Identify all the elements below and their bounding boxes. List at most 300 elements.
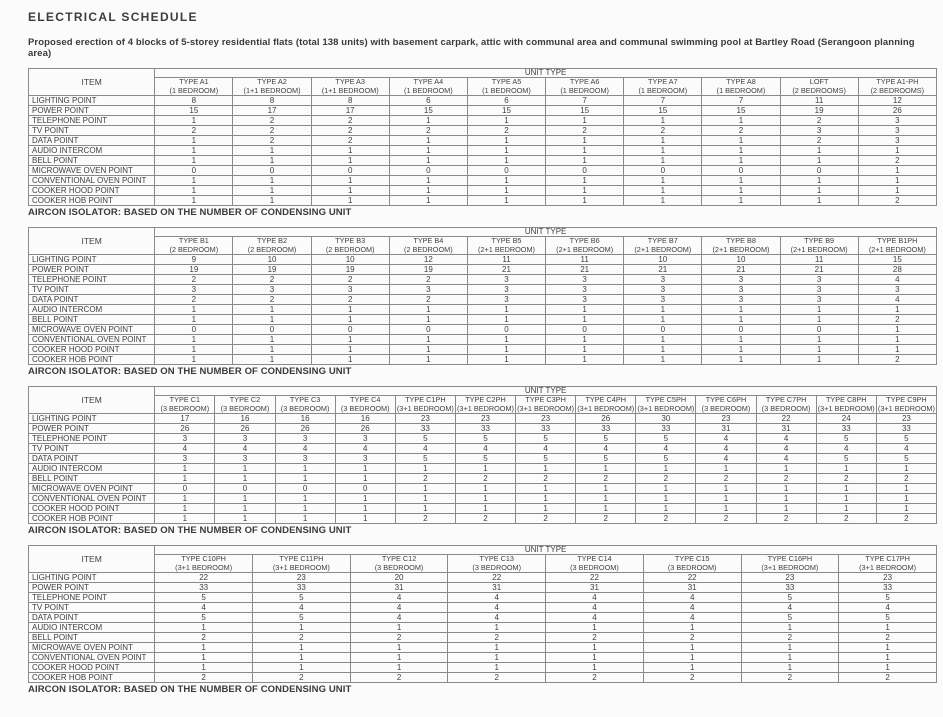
value-cell: 3 xyxy=(624,275,702,285)
value-cell: 1 xyxy=(741,653,839,663)
value-cell: 1 xyxy=(546,335,624,345)
value-cell: 5 xyxy=(155,613,253,623)
value-cell: 1 xyxy=(576,484,636,494)
value-cell: 1 xyxy=(455,494,515,504)
value-cell: 28 xyxy=(858,265,936,275)
value-cell: 1 xyxy=(467,355,545,365)
value-cell: 1 xyxy=(275,464,335,474)
value-cell: 1 xyxy=(516,464,576,474)
value-cell: 15 xyxy=(702,106,780,116)
value-cell: 5 xyxy=(839,593,937,603)
unit-type-column-header xyxy=(275,396,335,414)
unit-type-column-header xyxy=(858,237,936,255)
table-row xyxy=(29,494,937,504)
table-row xyxy=(29,673,937,683)
value-cell: 1 xyxy=(389,196,467,206)
value-cell: 4 xyxy=(275,444,335,454)
item-label: TELEPHONE POINT xyxy=(29,116,155,126)
unit-type-bedrooms: (2 BEDROOMS) xyxy=(792,85,846,95)
value-cell: 1 xyxy=(275,474,335,484)
value-cell: 0 xyxy=(233,166,311,176)
unit-type-bedrooms: (2+1 BEDROOM) xyxy=(634,244,692,254)
value-cell: 3 xyxy=(155,434,215,444)
value-cell: 4 xyxy=(546,613,644,623)
table-row xyxy=(29,434,937,444)
unit-type-bedrooms: (2 BEDROOM) xyxy=(404,244,453,254)
table-row xyxy=(29,146,937,156)
unit-type-bedrooms: (2 BEDROOM) xyxy=(247,244,297,254)
value-cell: 1 xyxy=(455,464,515,474)
value-cell: 4 xyxy=(858,295,936,305)
value-cell: 5 xyxy=(636,454,696,464)
schedule-tables xyxy=(28,68,937,695)
value-cell: 0 xyxy=(155,484,215,494)
value-cell: 4 xyxy=(741,603,839,613)
value-cell: 2 xyxy=(636,474,696,484)
value-cell: 1 xyxy=(546,146,624,156)
value-cell: 1 xyxy=(233,176,311,186)
value-cell: 0 xyxy=(467,166,545,176)
item-label: POWER POINT xyxy=(29,106,155,116)
value-cell: 1 xyxy=(389,345,467,355)
value-cell: 2 xyxy=(455,474,515,484)
unit-type-bedrooms: (3 BEDROOM) xyxy=(340,403,390,413)
value-cell: 1 xyxy=(636,504,696,514)
value-cell: 1 xyxy=(455,504,515,514)
value-cell: 7 xyxy=(702,96,780,106)
item-label: LIGHTING POINT xyxy=(29,255,155,265)
unit-type-name: TYPE C17PH xyxy=(865,554,910,564)
value-cell: 1 xyxy=(467,116,545,126)
value-cell: 6 xyxy=(389,96,467,106)
value-cell: 4 xyxy=(350,603,448,613)
value-cell: 1 xyxy=(576,464,636,474)
value-cell: 3 xyxy=(467,285,545,295)
value-cell: 1 xyxy=(233,345,311,355)
value-cell: 3 xyxy=(780,295,858,305)
value-cell: 1 xyxy=(155,176,233,186)
table-row xyxy=(29,474,937,484)
value-cell: 1 xyxy=(233,315,311,325)
value-cell: 5 xyxy=(155,593,253,603)
value-cell: 1 xyxy=(839,663,937,673)
value-cell: 15 xyxy=(858,255,936,265)
unit-type-column-header xyxy=(467,237,545,255)
value-cell: 12 xyxy=(858,96,936,106)
value-cell: 26 xyxy=(155,424,215,434)
unit-type-name: TYPE A2 xyxy=(257,77,287,87)
value-cell: 9 xyxy=(155,255,233,265)
value-cell: 3 xyxy=(702,295,780,305)
value-cell: 4 xyxy=(576,444,636,454)
value-cell: 1 xyxy=(858,305,936,315)
unit-type-column-header xyxy=(546,78,624,96)
value-cell: 1 xyxy=(448,653,546,663)
value-cell: 1 xyxy=(546,623,644,633)
unit-type-name: TYPE B4 xyxy=(413,236,444,246)
value-cell: 1 xyxy=(155,196,233,206)
value-cell: 2 xyxy=(311,295,389,305)
unit-type-column-header xyxy=(624,78,702,96)
item-label: BELL POINT xyxy=(29,315,155,325)
item-label: TV POINT xyxy=(29,603,155,613)
value-cell: 1 xyxy=(155,116,233,126)
value-cell: 1 xyxy=(702,345,780,355)
value-cell: 1 xyxy=(467,335,545,345)
unit-type-name: TYPE B8 xyxy=(725,236,756,246)
value-cell: 4 xyxy=(876,444,936,454)
unit-type-name: TYPE C9PH xyxy=(886,395,927,405)
table-row xyxy=(29,265,937,275)
value-cell: 1 xyxy=(780,335,858,345)
value-cell: 1 xyxy=(233,186,311,196)
value-cell: 33 xyxy=(395,424,455,434)
value-cell: 5 xyxy=(839,613,937,623)
unit-type-bedrooms: (2 BEDROOM) xyxy=(169,244,219,254)
value-cell: 1 xyxy=(155,494,215,504)
item-column-header: ITEM xyxy=(29,546,155,573)
item-label: POWER POINT xyxy=(29,265,155,275)
value-cell: 2 xyxy=(636,514,696,524)
item-label: COOKER HOB POINT xyxy=(29,196,155,206)
value-cell: 4 xyxy=(643,593,741,603)
table-row xyxy=(29,196,937,206)
value-cell: 2 xyxy=(448,633,546,643)
value-cell: 2 xyxy=(576,474,636,484)
unit-type-bedrooms: (2 BEDROOMS) xyxy=(870,85,925,95)
value-cell: 1 xyxy=(253,643,351,653)
header-row-unit-type xyxy=(29,546,937,555)
aircon-isolator-note: AIRCON ISOLATOR: BASED ON THE NUMBER OF CONDENSING UNIT xyxy=(28,525,352,536)
value-cell: 3 xyxy=(467,295,545,305)
value-cell: 1 xyxy=(233,355,311,365)
value-cell: 1 xyxy=(702,315,780,325)
item-label: CONVENTIONAL OVEN POINT xyxy=(29,494,155,504)
value-cell: 3 xyxy=(546,295,624,305)
value-cell: 1 xyxy=(155,146,233,156)
header-row-types xyxy=(29,555,937,573)
value-cell: 1 xyxy=(467,305,545,315)
item-label: CONVENTIONAL OVEN POINT xyxy=(29,335,155,345)
value-cell: 4 xyxy=(455,444,515,454)
table-row xyxy=(29,116,937,126)
value-cell: 10 xyxy=(702,255,780,265)
unit-type-bedrooms: (1+1 BEDROOM) xyxy=(321,85,379,95)
value-cell: 2 xyxy=(624,126,702,136)
unit-type-bedrooms: (1 BEDROOM) xyxy=(482,85,531,95)
value-cell: 24 xyxy=(816,414,876,424)
value-cell: 2 xyxy=(839,673,937,683)
value-cell: 1 xyxy=(546,305,624,315)
value-cell: 1 xyxy=(253,653,351,663)
unit-type-column-header xyxy=(516,396,576,414)
unit-type-name: TYPE A1-PH xyxy=(876,77,919,87)
unit-type-bedrooms: (2 BEDROOM) xyxy=(325,244,375,254)
unit-type-bedrooms: (2+1 BEDROOM) xyxy=(556,244,614,254)
value-cell: 2 xyxy=(155,126,233,136)
table-row xyxy=(29,583,937,593)
unit-type-bedrooms: (3+1 BEDROOM) xyxy=(396,403,454,413)
table-row xyxy=(29,613,937,623)
unit-type-name: TYPE B5 xyxy=(491,236,522,246)
value-cell: 7 xyxy=(624,96,702,106)
value-cell: 2 xyxy=(155,673,253,683)
unit-type-column-header xyxy=(624,237,702,255)
value-cell: 1 xyxy=(155,623,253,633)
value-cell: 2 xyxy=(858,196,936,206)
header-row-unit-type xyxy=(29,387,937,396)
unit-type-bedrooms: (3+1 BEDROOM) xyxy=(517,403,575,413)
value-cell: 1 xyxy=(643,653,741,663)
value-cell: 23 xyxy=(741,573,839,583)
value-cell: 3 xyxy=(155,454,215,464)
value-cell: 11 xyxy=(780,255,858,265)
value-cell: 1 xyxy=(702,196,780,206)
unit-type-name: TYPE A3 xyxy=(335,77,365,87)
unit-type-name: TYPE C4 xyxy=(350,395,381,405)
value-cell: 4 xyxy=(546,603,644,613)
value-cell: 1 xyxy=(311,146,389,156)
value-cell: 5 xyxy=(253,613,351,623)
aircon-isolator-note: AIRCON ISOLATOR: BASED ON THE NUMBER OF CONDENSING UNIT xyxy=(28,366,352,377)
unit-type-header: UNIT TYPE xyxy=(155,546,937,555)
value-cell: 3 xyxy=(780,275,858,285)
item-label: BELL POINT xyxy=(29,474,155,484)
item-label: COOKER HOB POINT xyxy=(29,514,155,524)
value-cell: 5 xyxy=(816,434,876,444)
value-cell: 1 xyxy=(467,176,545,186)
value-cell: 5 xyxy=(576,434,636,444)
item-label: AUDIO INTERCOM xyxy=(29,305,155,315)
unit-type-column-header xyxy=(467,78,545,96)
value-cell: 4 xyxy=(756,454,816,464)
table-row xyxy=(29,464,937,474)
unit-type-bedrooms: (2+1 BEDROOM) xyxy=(712,244,770,254)
schedule-table-block-2 xyxy=(28,227,937,377)
value-cell: 31 xyxy=(756,424,816,434)
header-row-types xyxy=(29,396,937,414)
aircon-isolator-note: AIRCON ISOLATOR: BASED ON THE NUMBER OF CONDENSING UNIT xyxy=(28,207,352,218)
value-cell: 2 xyxy=(858,156,936,166)
value-cell: 33 xyxy=(253,583,351,593)
table-row xyxy=(29,355,937,365)
value-cell: 5 xyxy=(876,434,936,444)
value-cell: 1 xyxy=(576,504,636,514)
value-cell: 21 xyxy=(702,265,780,275)
unit-type-column-header xyxy=(636,396,696,414)
schedule-table-2 xyxy=(28,227,937,365)
value-cell: 23 xyxy=(839,573,937,583)
value-cell: 1 xyxy=(275,494,335,504)
value-cell: 0 xyxy=(389,166,467,176)
item-label: BELL POINT xyxy=(29,156,155,166)
value-cell: 2 xyxy=(311,275,389,285)
value-cell: 0 xyxy=(624,325,702,335)
value-cell: 2 xyxy=(311,116,389,126)
value-cell: 1 xyxy=(233,305,311,315)
unit-type-name: LOFT xyxy=(809,77,829,87)
value-cell: 3 xyxy=(335,434,395,444)
value-cell: 3 xyxy=(311,285,389,295)
table-row xyxy=(29,136,937,146)
unit-type-bedrooms: (2+1 BEDROOM) xyxy=(478,244,535,254)
value-cell: 2 xyxy=(395,474,455,484)
value-cell: 26 xyxy=(215,424,275,434)
value-cell: 0 xyxy=(624,166,702,176)
value-cell: 0 xyxy=(546,166,624,176)
value-cell: 33 xyxy=(839,583,937,593)
unit-type-column-header xyxy=(741,555,839,573)
value-cell: 4 xyxy=(350,593,448,603)
unit-type-bedrooms: (3+1 BEDROOM) xyxy=(761,562,819,572)
unit-type-bedrooms: (2+1 BEDROOM) xyxy=(868,244,926,254)
value-cell: 3 xyxy=(546,275,624,285)
value-cell: 2 xyxy=(253,633,351,643)
value-cell: 4 xyxy=(516,444,576,454)
value-cell: 4 xyxy=(839,603,937,613)
value-cell: 21 xyxy=(467,265,545,275)
value-cell: 33 xyxy=(816,424,876,434)
unit-type-column-header xyxy=(780,237,858,255)
schedule-table-block-1 xyxy=(28,68,937,218)
value-cell: 2 xyxy=(389,295,467,305)
table-row xyxy=(29,315,937,325)
header-row-unit-type xyxy=(29,228,937,237)
value-cell: 1 xyxy=(448,643,546,653)
value-cell: 1 xyxy=(155,335,233,345)
value-cell: 1 xyxy=(624,136,702,146)
value-cell: 1 xyxy=(546,653,644,663)
unit-type-name: TYPE A1 xyxy=(179,77,209,87)
value-cell: 2 xyxy=(233,126,311,136)
value-cell: 3 xyxy=(233,285,311,295)
unit-type-name: TYPE C2 xyxy=(229,395,261,405)
unit-type-column-header xyxy=(702,78,780,96)
unit-type-name: TYPE C10PH xyxy=(181,554,226,564)
unit-type-column-header xyxy=(876,396,936,414)
unit-type-bedrooms: (1 BEDROOM) xyxy=(404,85,453,95)
value-cell: 3 xyxy=(275,454,335,464)
value-cell: 1 xyxy=(311,345,389,355)
value-cell: 1 xyxy=(155,464,215,474)
unit-type-bedrooms: (1 BEDROOM) xyxy=(560,85,609,95)
value-cell: 4 xyxy=(448,593,546,603)
value-cell: 1 xyxy=(155,315,233,325)
value-cell: 1 xyxy=(155,653,253,663)
unit-type-name: TYPE C13 xyxy=(479,554,514,564)
value-cell: 1 xyxy=(780,176,858,186)
value-cell: 1 xyxy=(741,623,839,633)
value-cell: 1 xyxy=(696,504,756,514)
unit-type-name: TYPE B1 xyxy=(178,236,209,246)
value-cell: 1 xyxy=(275,504,335,514)
value-cell: 16 xyxy=(215,414,275,424)
value-cell: 31 xyxy=(350,583,448,593)
value-cell: 1 xyxy=(311,176,389,186)
value-cell: 22 xyxy=(756,414,816,424)
value-cell: 4 xyxy=(858,275,936,285)
value-cell: 1 xyxy=(624,345,702,355)
value-cell: 4 xyxy=(696,434,756,444)
item-label: MICROWAVE OVEN POINT xyxy=(29,643,155,653)
table-row xyxy=(29,633,937,643)
value-cell: 1 xyxy=(702,355,780,365)
value-cell: 33 xyxy=(636,424,696,434)
table-row xyxy=(29,663,937,673)
value-cell: 1 xyxy=(311,355,389,365)
value-cell: 15 xyxy=(155,106,233,116)
item-label: LIGHTING POINT xyxy=(29,414,155,424)
value-cell: 1 xyxy=(155,156,233,166)
value-cell: 2 xyxy=(155,633,253,643)
value-cell: 1 xyxy=(311,186,389,196)
value-cell: 1 xyxy=(448,663,546,673)
value-cell: 6 xyxy=(467,96,545,106)
value-cell: 1 xyxy=(546,345,624,355)
value-cell: 0 xyxy=(311,166,389,176)
schedule-table-4 xyxy=(28,545,937,683)
value-cell: 2 xyxy=(233,136,311,146)
unit-type-bedrooms: (1+1 BEDROOM) xyxy=(243,85,301,95)
value-cell: 2 xyxy=(389,126,467,136)
item-column-header: ITEM xyxy=(29,228,155,255)
unit-type-bedrooms: (3 BEDROOM) xyxy=(374,562,424,572)
value-cell: 0 xyxy=(335,484,395,494)
item-label: CONVENTIONAL OVEN POINT xyxy=(29,176,155,186)
value-cell: 10 xyxy=(233,255,311,265)
unit-type-column-header xyxy=(546,555,644,573)
value-cell: 1 xyxy=(350,663,448,673)
value-cell: 0 xyxy=(780,325,858,335)
schedule-table-block-4 xyxy=(28,545,937,695)
value-cell: 1 xyxy=(389,305,467,315)
value-cell: 2 xyxy=(253,673,351,683)
value-cell: 19 xyxy=(780,106,858,116)
unit-type-bedrooms: (3 BEDROOM) xyxy=(160,403,210,413)
value-cell: 1 xyxy=(546,176,624,186)
value-cell: 1 xyxy=(546,116,624,126)
value-cell: 5 xyxy=(395,434,455,444)
item-label: LIGHTING POINT xyxy=(29,96,155,106)
unit-type-column-header xyxy=(253,555,351,573)
value-cell: 11 xyxy=(467,255,545,265)
value-cell: 1 xyxy=(876,484,936,494)
value-cell: 2 xyxy=(233,275,311,285)
value-cell: 3 xyxy=(389,285,467,295)
unit-type-name: TYPE C5PH xyxy=(645,395,687,405)
unit-type-bedrooms: (3+1 BEDROOM) xyxy=(272,562,330,572)
value-cell: 1 xyxy=(702,116,780,126)
unit-type-name: TYPE C2PH xyxy=(465,395,506,405)
value-cell: 1 xyxy=(233,156,311,166)
value-cell: 5 xyxy=(636,434,696,444)
item-label: MICROWAVE OVEN POINT xyxy=(29,166,155,176)
item-label: TV POINT xyxy=(29,126,155,136)
unit-type-name: TYPE A8 xyxy=(726,77,756,87)
unit-type-column-header xyxy=(350,555,448,573)
value-cell: 15 xyxy=(624,106,702,116)
unit-type-bedrooms: (3+1 BEDROOM) xyxy=(877,403,935,413)
unit-type-column-header xyxy=(155,396,215,414)
value-cell: 2 xyxy=(780,116,858,126)
value-cell: 0 xyxy=(780,166,858,176)
value-cell: 1 xyxy=(448,623,546,633)
value-cell: 33 xyxy=(155,583,253,593)
header-row-types xyxy=(29,237,937,255)
unit-type-bedrooms: (3+1 BEDROOM) xyxy=(175,562,233,572)
item-label: MICROWAVE OVEN POINT xyxy=(29,325,155,335)
table-row xyxy=(29,484,937,494)
